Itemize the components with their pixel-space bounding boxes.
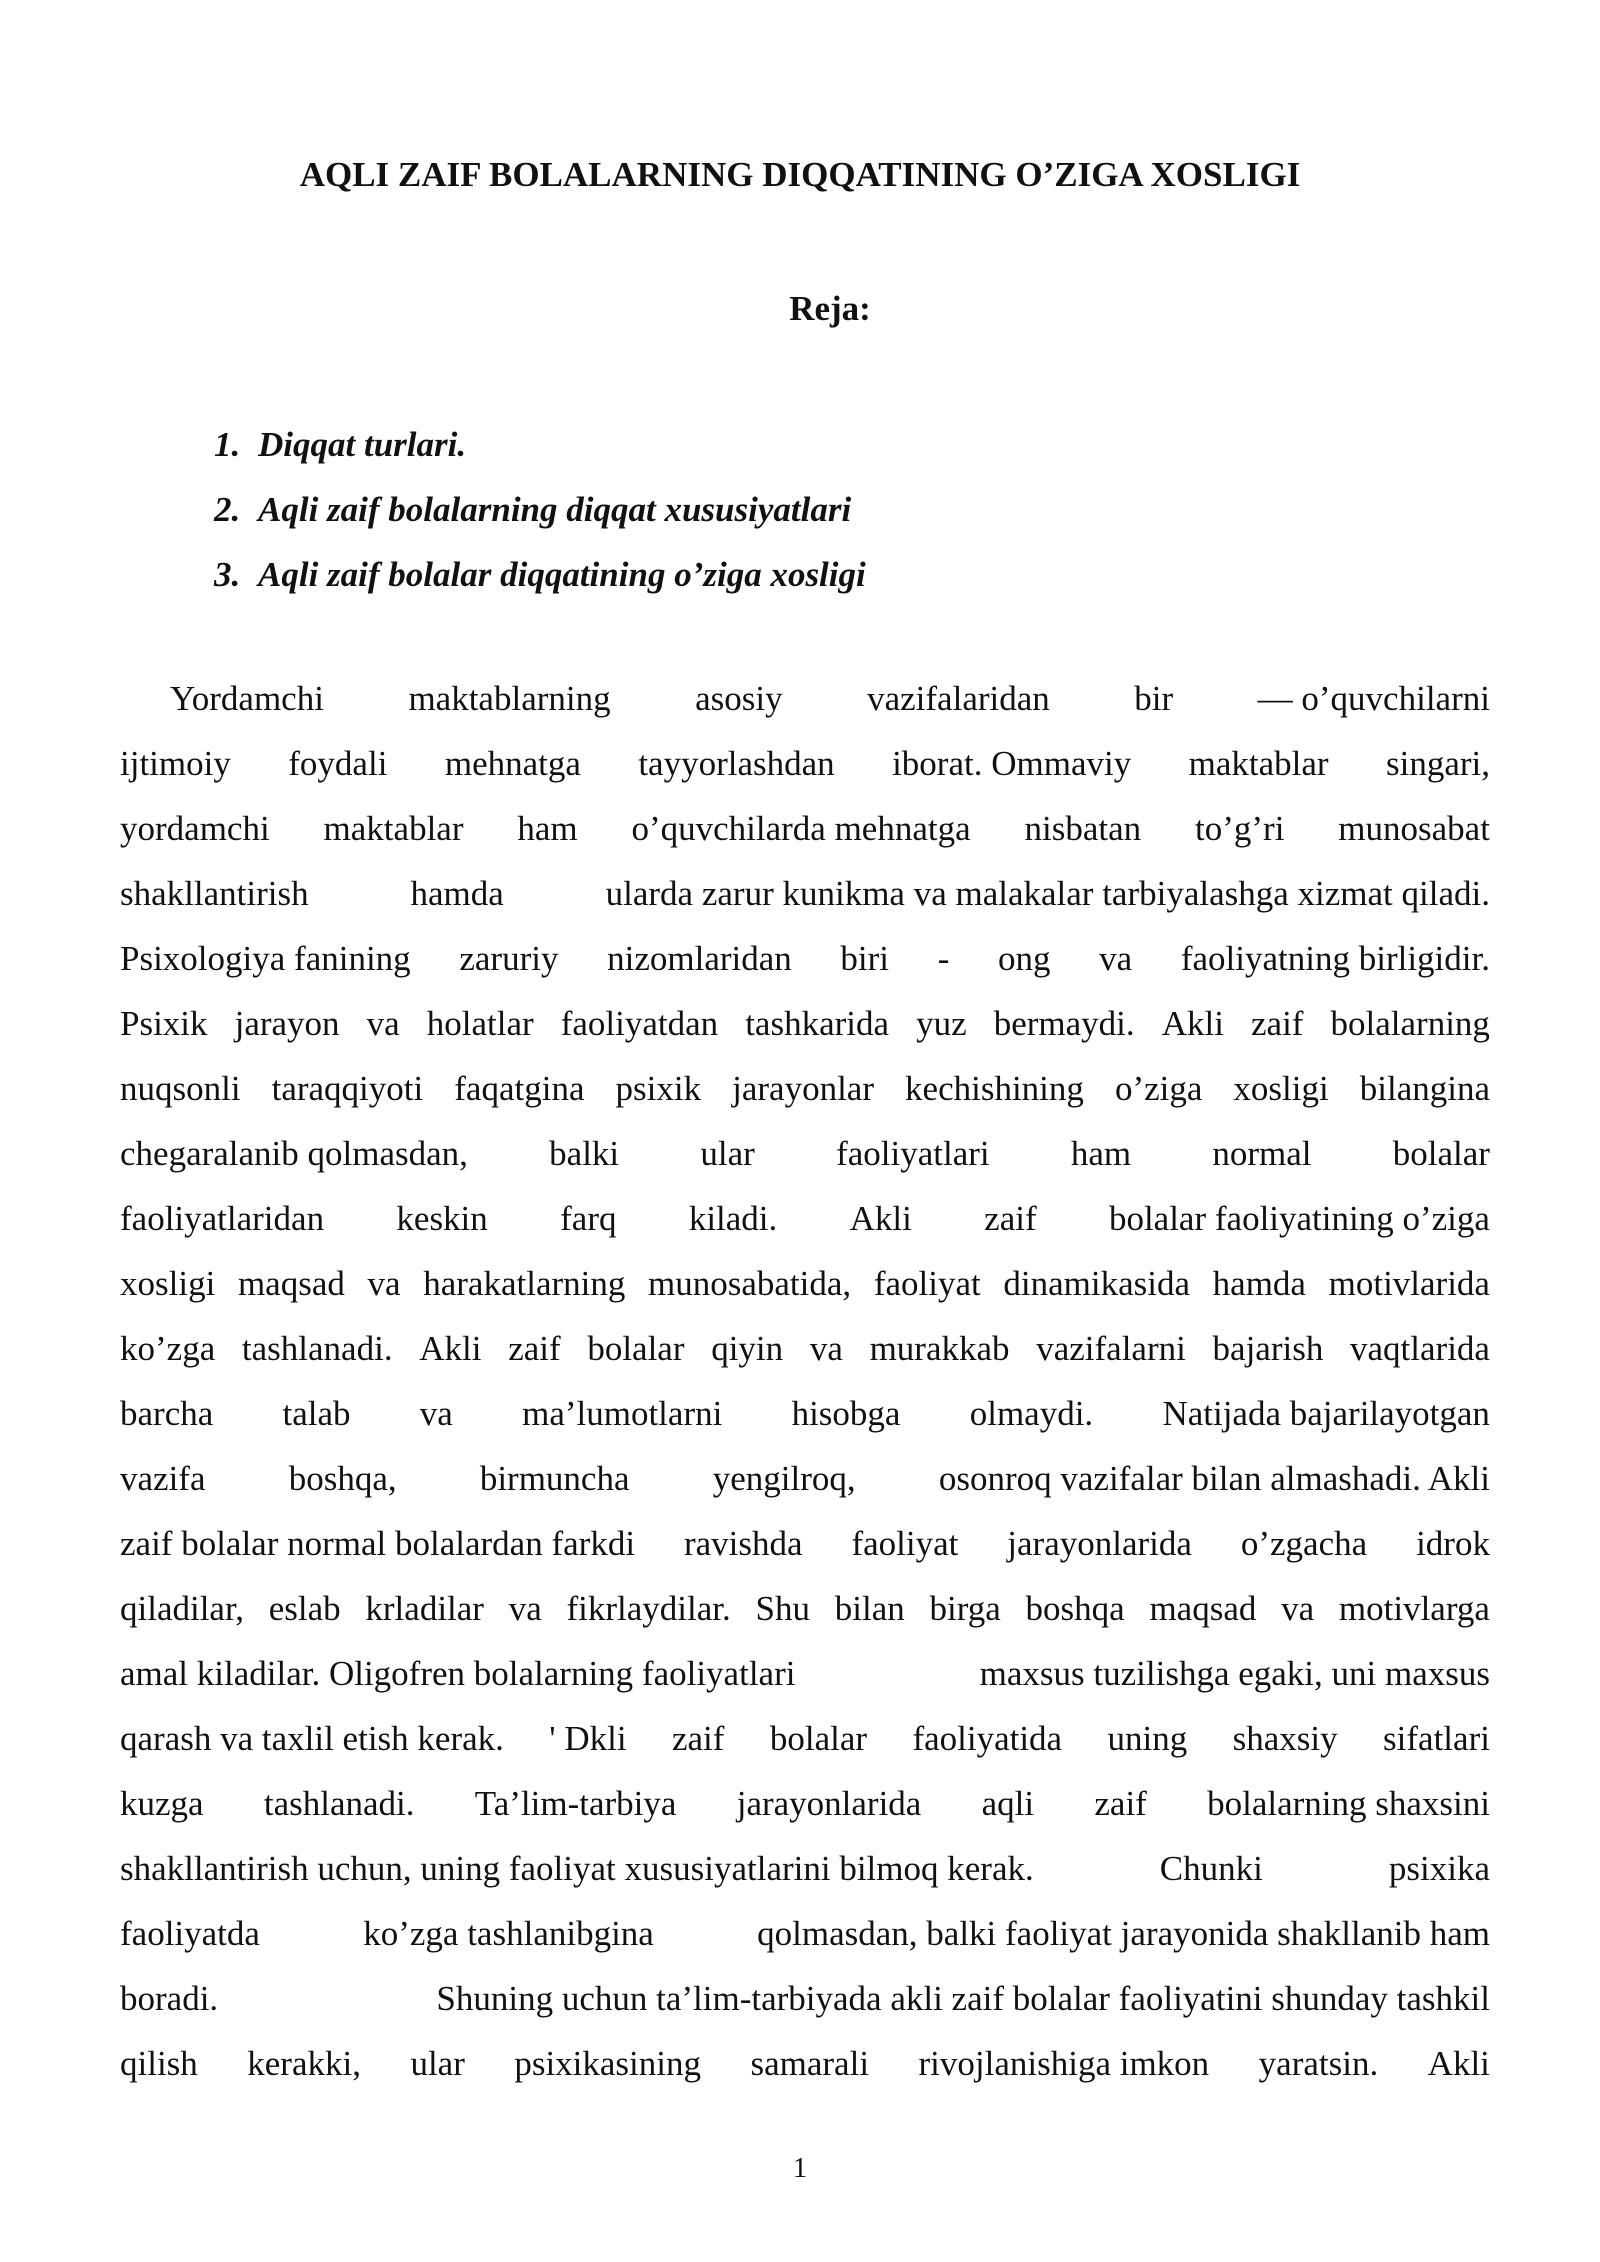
text-segment: jarayonlar — [732, 1069, 874, 1108]
text-line — [120, 991, 1490, 1056]
text-line — [120, 1121, 1490, 1186]
text-segment: zaif bolalar normal bolalardan farkdi — [120, 1524, 636, 1563]
text-line — [120, 731, 1490, 796]
text-line — [120, 1251, 1490, 1316]
plan-item-text: Aqli zaif bolalar diqqatining o’ziga xosligi — [258, 555, 866, 594]
text-segment: tashkarida — [745, 1004, 890, 1043]
text-segment: Psixik — [120, 1004, 208, 1043]
text-segment: bolalarning — [1330, 1004, 1490, 1043]
text-segment: murakkab — [869, 1329, 1010, 1368]
text-segment: va — [809, 1329, 843, 1368]
text-segment: psixik — [615, 1069, 702, 1108]
text-segment: bermaydi. — [993, 1004, 1135, 1043]
text-segment: farq — [560, 1199, 617, 1238]
text-segment: qilish — [120, 2044, 198, 2083]
text-segment: ham — [1070, 1134, 1132, 1173]
text-segment: keskin — [396, 1199, 488, 1238]
text-segment: ' Dkli — [549, 1719, 627, 1758]
text-segment: xosligi — [1233, 1069, 1329, 1108]
text-segment: ong — [998, 939, 1051, 978]
text-segment: Akli — [1161, 1004, 1224, 1043]
text-segment: faoliyatida — [912, 1719, 1063, 1758]
text-segment: qolmasdan, balki faoliyat jarayonida shakllanib ham — [757, 1914, 1490, 1953]
text-segment: fikrlaydilar. — [566, 1589, 731, 1628]
text-segment: ravishda — [683, 1524, 803, 1563]
text-segment: dinamikasida — [1003, 1264, 1191, 1303]
text-segment: maqsad — [237, 1264, 345, 1303]
text-segment: boradi. — [120, 1979, 219, 2018]
plan-item-number: 2. — [214, 490, 241, 529]
text-segment: va — [508, 1589, 542, 1628]
text-segment: eslab — [268, 1589, 341, 1628]
text-line — [120, 666, 1490, 731]
text-segment: ularda zarur kunikma va malakalar tarbiyalashga xizmat qiladi. — [605, 874, 1490, 913]
text-segment: shakllantirish uchun, uning faoliyat xususiyatlarini bilmoq kerak. — [120, 1849, 1034, 1888]
text-segment: faoliyatlaridan — [120, 1199, 325, 1238]
text-segment: tashlanadi. — [263, 1784, 415, 1823]
text-segment: nizomlaridan — [607, 939, 792, 978]
text-segment: shaxsiy — [1232, 1719, 1338, 1758]
text-segment: xosligi — [120, 1264, 216, 1303]
text-segment: hisobga — [791, 1394, 901, 1433]
text-segment: talab — [282, 1394, 351, 1433]
text-line — [120, 1901, 1490, 1966]
text-segment: bolalarning shaxsini — [1207, 1784, 1490, 1823]
plan-item — [214, 542, 866, 607]
text-segment: tashlanadi. — [241, 1329, 393, 1368]
text-segment: harakatlarning — [423, 1264, 626, 1303]
text-segment: birga — [929, 1589, 1001, 1628]
text-segment: Yordamchi — [170, 679, 324, 718]
text-segment: motivlarga — [1338, 1589, 1490, 1628]
text-segment: kuzga — [120, 1784, 204, 1823]
text-segment: normal — [1212, 1134, 1312, 1173]
text-segment: zaif — [1251, 1004, 1304, 1043]
text-segment: va — [366, 1004, 400, 1043]
text-segment: va — [367, 1264, 401, 1303]
text-segment: bajarish — [1212, 1329, 1324, 1368]
text-line — [120, 1641, 1490, 1706]
text-segment: vazifalaridan — [867, 679, 1050, 718]
text-segment: zaif — [671, 1719, 725, 1758]
text-segment: Ta’lim-tarbiya — [474, 1784, 677, 1823]
text-segment: ham — [517, 809, 578, 848]
text-segment: mehnatga — [444, 744, 581, 783]
text-line — [120, 2031, 1490, 2096]
text-segment: Akli — [419, 1329, 482, 1368]
text-line — [120, 1056, 1490, 1121]
plan-item — [214, 412, 866, 477]
text-segment: jarayon — [234, 1004, 340, 1043]
text-segment: holatlar — [426, 1004, 534, 1043]
text-segment: iborat. Ommaviy — [892, 744, 1132, 783]
body-paragraph — [120, 666, 1490, 2096]
text-segment: hamda — [1212, 1264, 1306, 1303]
text-segment: maktablarning — [408, 679, 611, 718]
text-segment: asosiy — [695, 679, 783, 718]
text-segment: faoliyatdan — [560, 1004, 719, 1043]
text-segment: to’g’ri — [1195, 809, 1285, 848]
text-segment: psixika — [1388, 1849, 1490, 1888]
text-segment: shakllantirish — [120, 874, 309, 913]
text-segment: o’ziga — [1114, 1069, 1203, 1108]
text-segment: yaratsin. — [1258, 2044, 1379, 2083]
text-line — [120, 1576, 1490, 1641]
text-segment: nisbatan — [1024, 809, 1142, 848]
text-segment: krladilar — [365, 1589, 484, 1628]
text-segment: psixikasining — [514, 2044, 702, 2083]
text-segment: qarash va taxlil etish kerak. — [120, 1719, 504, 1758]
text-line — [120, 1446, 1490, 1511]
text-segment: rivojlanishiga imkon — [918, 2044, 1210, 2083]
text-line — [120, 861, 1490, 926]
text-segment: bolalar — [1392, 1134, 1490, 1173]
text-segment: va — [1099, 939, 1133, 978]
plan-item-text: Diqqat turlari. — [258, 425, 467, 464]
text-line — [120, 1511, 1490, 1576]
plan-item-text: Aqli zaif bolalarning diqqat xususiyatlari — [258, 490, 852, 529]
text-line — [120, 796, 1490, 861]
text-segment: olmaydi. — [969, 1394, 1094, 1433]
text-segment: kechishining — [905, 1069, 1084, 1108]
text-segment: ijtimoiy — [120, 744, 231, 783]
text-segment: maxsus tuzilishga egaki, uni maxsus — [979, 1654, 1490, 1693]
text-segment: va — [1281, 1589, 1315, 1628]
text-segment: idrok — [1416, 1524, 1490, 1563]
text-segment: sifatlari — [1383, 1719, 1490, 1758]
text-segment: kerakki, — [247, 2044, 361, 2083]
text-line — [120, 1186, 1490, 1251]
text-segment: faqatgina — [454, 1069, 585, 1108]
text-segment: yordamchi — [120, 809, 270, 848]
text-segment: foydali — [288, 744, 388, 783]
text-segment: zaif — [508, 1329, 561, 1368]
text-segment: osonroq vazifalar bilan almashadi. Akli — [938, 1459, 1490, 1498]
text-segment: faoliyat — [873, 1264, 981, 1303]
text-segment: faoliyatning birligidir. — [1180, 939, 1490, 978]
plan-item-number: 1. — [214, 425, 241, 464]
text-segment: ular — [700, 1134, 755, 1173]
text-segment: faoliyatlari — [836, 1134, 990, 1173]
text-segment: amal kiladilar. Oligofren bolalarning faoliyatlari — [120, 1654, 796, 1693]
text-segment: bir — [1134, 679, 1174, 718]
text-segment: yuz — [916, 1004, 967, 1043]
text-line — [120, 1771, 1490, 1836]
text-segment: balki — [549, 1134, 620, 1173]
text-segment: chegaralanib qolmasdan, — [120, 1134, 468, 1173]
text-segment: jarayonlarida — [1007, 1524, 1192, 1563]
text-segment: o’zgacha — [1240, 1524, 1368, 1563]
text-segment: ko’zga — [120, 1329, 216, 1368]
text-segment: - — [937, 939, 950, 978]
text-segment: kiladi. — [688, 1199, 778, 1238]
text-segment: zaif — [984, 1199, 1037, 1238]
text-segment: ular — [410, 2044, 465, 2083]
text-line — [120, 1706, 1490, 1771]
text-segment: hamda — [410, 874, 504, 913]
text-segment: vazifalarni — [1036, 1329, 1186, 1368]
text-segment: nuqsonli — [120, 1069, 241, 1108]
text-segment: ko’zga tashlanibgina — [363, 1914, 654, 1953]
text-segment: motivlarida — [1328, 1264, 1490, 1303]
text-segment: Shu — [755, 1589, 810, 1628]
text-segment: biri — [840, 939, 890, 978]
text-segment: Shuning uchun ta’lim-tarbiyada akli zaif bolalar faoliyatini shunday tashkil — [436, 1979, 1490, 2018]
text-segment: va — [419, 1394, 453, 1433]
text-segment: birmuncha — [479, 1459, 630, 1498]
plan-item-number: 3. — [214, 555, 241, 594]
text-segment: Natijada bajarilayotgan — [1162, 1394, 1490, 1433]
text-segment: vazifa — [120, 1459, 206, 1498]
text-segment: munosabatida, — [648, 1264, 852, 1303]
text-segment: — o’quvchilarni — [1257, 679, 1490, 718]
text-segment: boshqa, — [288, 1459, 397, 1498]
text-line — [120, 1316, 1490, 1381]
text-line — [120, 926, 1490, 991]
text-segment: maqsad — [1149, 1589, 1257, 1628]
text-segment: aqli — [981, 1784, 1035, 1823]
text-segment: uning — [1107, 1719, 1188, 1758]
text-segment: munosabat — [1338, 809, 1490, 848]
text-segment: vaqtlarida — [1350, 1329, 1490, 1368]
text-segment: barcha — [120, 1394, 214, 1433]
text-segment: maktablar — [323, 809, 464, 848]
text-segment: boshqa — [1025, 1589, 1125, 1628]
text-segment: Chunki — [1159, 1849, 1263, 1888]
text-segment: o’quvchilarda mehnatga — [631, 809, 971, 848]
text-segment: bolalar — [769, 1719, 868, 1758]
text-segment: faoliyatda — [120, 1914, 260, 1953]
text-segment: taraqqiyoti — [271, 1069, 424, 1108]
text-segment: zaif — [1094, 1784, 1147, 1823]
text-segment: jarayonlarida — [736, 1784, 922, 1823]
text-segment: bilan — [834, 1589, 905, 1628]
text-segment: yengilroq, — [712, 1459, 856, 1498]
text-segment: bolalar — [587, 1329, 685, 1368]
text-segment: Psixologiya fanining — [120, 939, 411, 978]
text-segment: samarali — [750, 2044, 870, 2083]
text-segment: qiladilar, — [120, 1589, 244, 1628]
text-line — [120, 1381, 1490, 1446]
text-line — [120, 1836, 1490, 1901]
text-segment: bolalar faoliyatining o’ziga — [1108, 1199, 1490, 1238]
text-segment: ma’lumotlarni — [522, 1394, 723, 1433]
plan-heading: Reja: — [789, 289, 871, 328]
text-segment: qiyin — [711, 1329, 784, 1368]
plan-item — [214, 477, 866, 542]
text-segment: bilangina — [1359, 1069, 1490, 1108]
text-segment: Akli — [1427, 2044, 1490, 2083]
plan-list — [214, 412, 866, 607]
text-segment: tayyorlashdan — [638, 744, 835, 783]
text-segment: maktablar — [1188, 744, 1329, 783]
document-title: AQLI ZAIF BOLALARNING DIQQATINING O’ZIGA XOSLIGI — [299, 155, 1301, 194]
text-segment: zaruriy — [459, 939, 559, 978]
text-line — [120, 1966, 1490, 2031]
text-segment: Akli — [849, 1199, 912, 1238]
page-number: 1 — [792, 2152, 808, 2184]
text-segment: singari, — [1385, 744, 1490, 783]
text-segment: faoliyat — [851, 1524, 959, 1563]
